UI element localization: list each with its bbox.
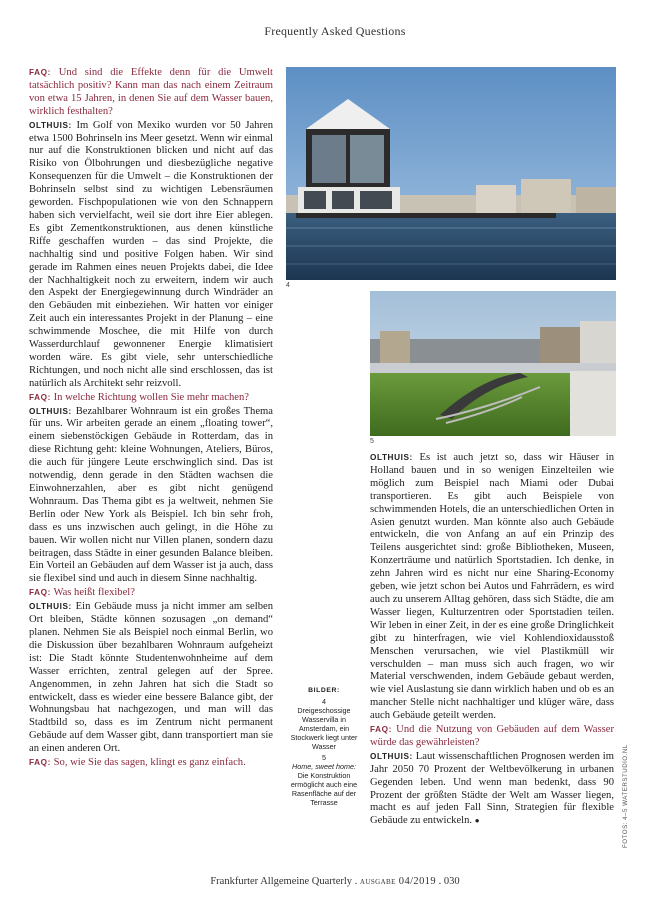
question-paragraph — [29, 587, 273, 600]
paragraph-text: Laut wissenschaftlichen Prognosen werden im Jahr 2050 70 Prozent der Weltbevölkerung in urbanen Gegenden leben. Und wenn man bedenkt, dass 90 Prozent der größten Städte der Welt am Wasser liegen, macht es auf jeden Fall Sinn, Strategien für flexible Gebäude zu entwickeln. — [370, 750, 614, 827]
caption-4-text: Dreigeschossige Wasservilla in Amsterdam, ein Stockwerk liegt unter Wasser — [290, 706, 358, 751]
speaker-faq: FAQ: — [29, 392, 51, 402]
footer-publication: Frankfurter Allgemeine Quarterly — [210, 876, 353, 887]
page-footer — [0, 876, 670, 887]
captions-label: BILDER: — [308, 687, 340, 694]
floating-villa-image — [286, 67, 616, 280]
answer-paragraph — [29, 601, 273, 756]
caption-5-number: 5 — [322, 753, 326, 762]
footer-separator-2: . — [436, 876, 444, 887]
question-paragraph — [370, 724, 614, 750]
caption-4-number: 4 — [322, 697, 326, 706]
paragraph-text: In welche Richtung wollen Sie mehr machen? — [53, 391, 249, 403]
answer-paragraph — [29, 120, 273, 391]
question-paragraph — [29, 392, 273, 405]
caption-5-text: Die Konstruktion ermöglicht auch eine Rasenfläche auf der Terrasse — [290, 771, 358, 807]
image-captions — [286, 686, 362, 807]
photo-credit: FOTOS: 4–5 WATERSTUDIO.NL — [622, 744, 629, 848]
answer-paragraph — [370, 751, 614, 828]
paragraph-text: Es ist auch jetzt so, dass wir Häuser in Holland bauen und in so wenigen Einzelteilen wie möglich zum Beispiel nach Miami oder Dubai transportieren. Es gibt auch Beispiele von schwimmenden Hotels, die an unterschiedlichen Orten in Asien genutzt wurden. Man könnte also auch Gebäude entwickeln, die von Anfang an auf ein Prinzip des Teilens ausgerichtet sind: große Bibliotheken, Museen, Konzerträume und natürlich Sportstadien. Ich denke, in zehn Jahren wird es nicht nur eine Sharing-Economy geben, wie jetzt schon bei Autos und Fahrrädern, es wird auch zu unserem Alltag gehören, dass sich Städte, die am Wasser liegen, Kulturzentren oder Sportstadien teilen. Wir leben in einer Zeit, in der es eine große Dringlichkeit gibt zu hinterfragen, wie viel Kohlendioxidausstoß Menschen verursachen, wie viel Plastikmüll wir verschulden – man muss sich auch fragen, wo wir Material verschwenden, indem Gebäude gebaut werden, wie viel Auslastung sie dann wirklich haben und ob es an mancher Stelle nicht nachhaltiger und klüger wäre, dass auch Gebäude geteilt werden. — [370, 452, 614, 722]
speaker-olthuis: OLTHUIS: — [370, 751, 413, 761]
figure-number-5: 5 — [370, 438, 374, 445]
paragraph-text: Und sind die Effekte denn für die Umwelt tatsächlich positiv? Kann man das nach einem Zeitraum von etwa 15 Jahren, in denen Sie auf dem Wasser bauen, wirklich festhalten? — [29, 67, 273, 117]
speaker-olthuis: OLTHUIS: — [29, 602, 72, 612]
footer-issue: ausgabe 04/2019 — [359, 876, 437, 887]
speaker-olthuis: OLTHUIS: — [370, 453, 413, 462]
speaker-faq: FAQ: — [370, 725, 392, 735]
terrace-image — [370, 291, 616, 436]
right-column — [370, 452, 614, 828]
photo-terrace-lounger — [370, 291, 616, 436]
speaker-olthuis: OLTHUIS: — [29, 406, 72, 416]
paragraph-text: So, wie Sie das sagen, klingt es ganz einfach. — [53, 757, 246, 769]
left-column — [29, 67, 273, 770]
paragraph-text: Bezahlbarer Wohnraum ist ein großes Thema für uns. Wir arbeiten gerade an einem „floating tower“, einem siebenstöckigen Gebäude in Rotterdam, das in diese Richtung geht: kleine Wohnungen, Ateliers, Büros, die auch für jüngere Leute erschwinglich sind. Das ist notwendig, denn gerade in den Städten wachsen die Einwohnerzahlen, aber es gibt nicht genügend Wohnraum. Das Thema gibt es ja weltweit, nehmen Sie Berlin oder New York als Beispiel. Ich bin sehr froh, dass es uns inzwischen auch gelingt, in die Höhe zu bauen. Wir wollen nicht nur Villen planen, sondern dazu beitragen, dass Städte in einer gesunden Balance bleiben. Ein Vorteil an Gebäuden auf dem Wasser ist ja auch, dass sie flexibel sind und auch in diesem Sinne nachhaltig. — [29, 405, 273, 585]
speaker-faq: FAQ: — [29, 68, 51, 77]
end-mark: ● — [474, 816, 480, 826]
paragraph-text: Ein Gebäude muss ja nicht immer am selben Ort bleiben, Städte können sozusagen „on demand“ planen. Nehmen Sie als Beispiel noch einmal Berlin, wo die Diskussion über bezahlbaren Wohnraum aufgeheizt ist: Die Stadt könnte Studentenwohnheime auf dem Wasser errichten, zentral gelegen auf der Spree. Angenommen, in zehn Jahren hat sich die Stadt so entwickelt, dass es wieder eine bessere Balance gibt, der Wohnungsbau hat nachgezogen, und man will das Stadtbild so, dass es im Zentrum nicht permanent Gebäude auf dem Wasser gibt, dann transportiert man sie an einen anderen Ort. — [29, 601, 273, 755]
question-paragraph — [29, 67, 273, 119]
speaker-faq: FAQ: — [29, 588, 51, 598]
answer-paragraph — [29, 406, 273, 587]
paragraph-text: Und die Nutzung von Gebäuden auf dem Wasser würde das gewährleisten? — [370, 724, 614, 748]
figure-number-4: 4 — [286, 282, 290, 289]
caption-5-title: Home, sweet home: — [292, 762, 356, 771]
footer-page-number: 030 — [443, 876, 460, 887]
question-paragraph — [29, 757, 273, 770]
paragraph-text: Im Golf von Mexiko wurden vor 50 Jahren etwa 1500 Bohrinseln ins Meer gesetzt. Wenn wir einmal nur auf die Konstruktionen blicken und nicht auf das Risiko von Ölbohrungen und diesbezügliche negative Konsequenzen für die Umwelt – die Konstruktionen der Bohrinseln selbst sind zu wichtigen Lebensräumen geworden. Fischpopulationen wie von den Schnappern haben sich vervielfacht, weil sie dort ihre Eier ablegen. Es gibt Zementkonstruktionen, aus denen künstliche Riffe geschaffen wurden – das sind Projekte, die nachhaltig sind und positive Folgen haben. Wir sind gerade im Rahmen eines neuen Projekts dabei, die Idee der Nachhaltigkeit noch zu erweitern, indem wir auch den Aspekt der Energiegewinnung durch Windräder an den Gebäuden mit einbeziehen. Wir hatten vor einiger Zeit auch ein interessantes Projekt in der Planung – eine schwimmende Moschee, die mit Hilfe von durch Wasserdurchlauf gewonnener Energie klimatisiert worden wäre. Es gibt viele, sehr unterschiedliche Richtungen, und noch nicht alle sind erschlossen, das ist natürlich als Architekt sehr reizvoll. — [29, 119, 273, 389]
running-head: Frequently Asked Questions — [264, 24, 406, 38]
answer-paragraph — [370, 452, 614, 723]
speaker-faq: FAQ: — [29, 758, 51, 768]
photo-floating-villa — [286, 67, 616, 280]
paragraph-text: Was heißt flexibel? — [53, 587, 135, 599]
speaker-olthuis: OLTHUIS: — [29, 120, 72, 130]
footer-separator-1: . — [352, 876, 360, 887]
